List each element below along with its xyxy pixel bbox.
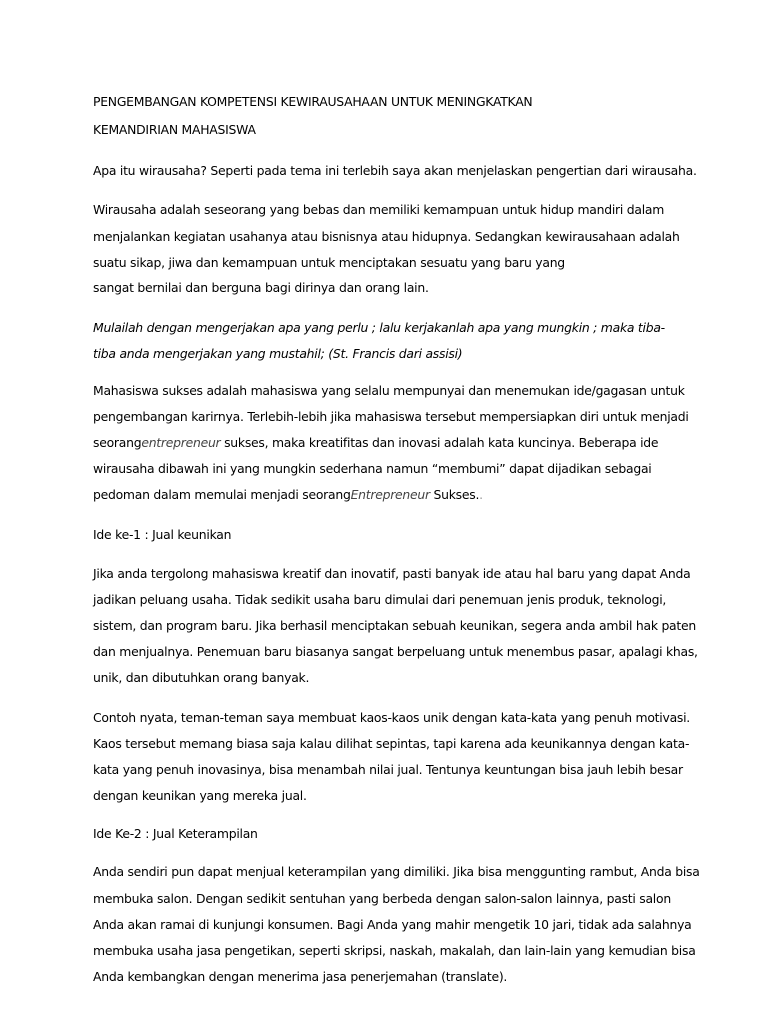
trailing-dot: . xyxy=(479,487,483,502)
paragraph-line: menjalankan kegiatan usahanya atau bisnisnya atau hidupnya. Sedangkan kewirausahaan adalah xyxy=(93,229,680,244)
paragraph-line: sangat bernilai dan berguna bagi dirinya dan orang lain. xyxy=(93,280,429,295)
text-run: pedoman dalam memulai menjadi seorang xyxy=(93,487,351,502)
document-title: KEMANDIRIAN MAHASISWA xyxy=(93,122,256,137)
paragraph-line: Anda akan ramai di kunjungi konsumen. Bagi Anda yang mahir mengetik 10 jari, tidak ada salahnya xyxy=(93,917,692,932)
section-heading: Ide Ke-2 : Jual Keterampilan xyxy=(93,826,258,841)
paragraph-line: membuka usaha jasa pengetikan, seperti skripsi, naskah, makalah, dan lain-lain yang kemudian bisa xyxy=(93,943,696,958)
paragraph-line: Kaos tersebut memang biasa saja kalau dilihat sepintas, tapi karena ada keunikannya dengan kata- xyxy=(93,736,690,751)
paragraph-line xyxy=(93,487,483,503)
document-title: PENGEMBANGAN KOMPETENSI KEWIRAUSAHAAN UNTUK MENINGKATKAN xyxy=(93,94,533,109)
paragraph-line: dengan keunikan yang mereka jual. xyxy=(93,788,307,803)
paragraph-line: wirausaha dibawah ini yang mungkin sederhana namun “membumi” dapat dijadikan sebagai xyxy=(93,461,652,476)
italic-term: Entrepreneur xyxy=(350,487,430,502)
paragraph-line: Mahasiswa sukses adalah mahasiswa yang selalu mempunyai dan menemukan ide/gagasan untuk xyxy=(93,383,685,398)
paragraph-line: membuka salon. Dengan sedikit sentuhan yang berbeda dengan salon-salon lainnya, pasti salon xyxy=(93,891,671,906)
intro-paragraph: Apa itu wirausaha? Seperti pada tema ini terlebih saya akan menjelaskan pengertian dari wirausaha. xyxy=(93,163,697,178)
paragraph-line: pengembangan karirnya. Terlebih-lebih jika mahasiswa tersebut mempersiapkan diri untuk menjadi xyxy=(93,409,689,424)
paragraph-line: Jika anda tergolong mahasiswa kreatif dan inovatif, pasti banyak ide atau hal baru yang dapat Anda xyxy=(93,566,691,581)
paragraph-line: suatu sikap, jiwa dan kemampuan untuk menciptakan sesuatu yang baru yang xyxy=(93,255,565,270)
italic-term: entrepreneur xyxy=(141,435,221,450)
paragraph-line: dan menjualnya. Penemuan baru biasanya sangat berpeluang untuk menembus pasar, apalagi khas, xyxy=(93,644,698,659)
text-run: seorang xyxy=(93,435,142,450)
paragraph-line: Anda kembangkan dengan menerima jasa penerjemahan (translate). xyxy=(93,969,508,984)
paragraph-line xyxy=(93,435,658,451)
section-heading: Ide ke-1 : Jual keunikan xyxy=(93,527,232,542)
paragraph-line: sistem, dan program baru. Jika berhasil menciptakan sebuah keunikan, segera anda ambil hak paten xyxy=(93,618,696,633)
quote-line: tiba anda mengerjakan yang mustahil; (St. Francis dari assisi) xyxy=(93,346,463,361)
paragraph-line: kata yang penuh inovasinya, bisa menambah nilai jual. Tentunya keuntungan bisa jauh lebih besar xyxy=(93,762,683,777)
paragraph-line: unik, dan dibutuhkan orang banyak. xyxy=(93,670,310,685)
paragraph-line: Anda sendiri pun dapat menjual keterampilan yang dimiliki. Jika bisa menggunting rambut, Anda bisa xyxy=(93,864,700,879)
text-run: sukses, maka kreatifitas dan inovasi adalah kata kuncinya. Beberapa ide xyxy=(220,435,659,450)
paragraph-line: jadikan peluang usaha. Tidak sedikit usaha baru dimulai dari penemuan jenis produk, teknologi, xyxy=(93,592,667,607)
text-run: Sukses. xyxy=(429,487,480,502)
quote-line: Mulailah dengan mengerjakan apa yang perlu ; lalu kerjakanlah apa yang mungkin ; maka tiba- xyxy=(93,320,665,335)
paragraph-line: Wirausaha adalah seseorang yang bebas dan memiliki kemampuan untuk hidup mandiri dalam xyxy=(93,202,665,217)
paragraph-line: Contoh nyata, teman-teman saya membuat kaos-kaos unik dengan kata-kata yang penuh motivasi. xyxy=(93,710,690,725)
